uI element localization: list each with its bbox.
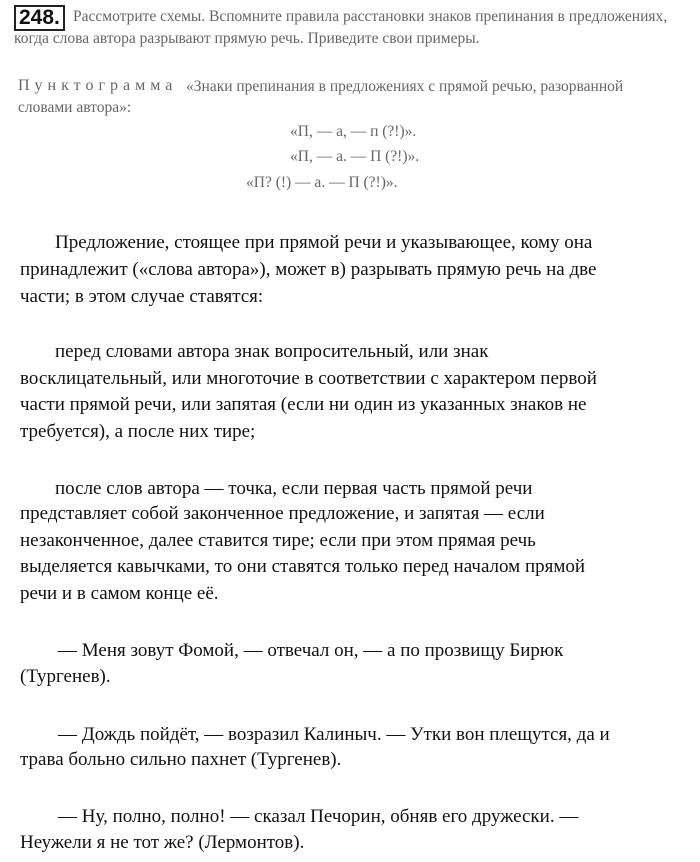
example-line: трава больно сильно пахнет (Тургенев). — [20, 749, 342, 770]
punctogram-line: словами автора»: — [18, 99, 132, 116]
punctogram-label: Пунктограмма — [18, 77, 178, 94]
rule-line: части прямой речи, или запятая (если ни один из указанных знаков не — [20, 394, 587, 415]
example-line: Неужели я не тот же? (Лермонтов). — [20, 832, 305, 853]
scheme-2: «П, — а. — П (?!)». — [290, 148, 420, 165]
rule-line: речи и в самом конце её. — [20, 583, 219, 604]
rule-line: требуется), а после них тире; — [20, 421, 256, 442]
example-line: — Дождь пойдёт, — возразил Калиныч. — Утки вон плещутся, да и — [58, 724, 610, 745]
rule-line: незаконченное, далее ставится тире; если при этом прямая речь — [20, 530, 536, 551]
rule-line: Предложение, стоящее при прямой речи и указывающее, кому она — [55, 232, 593, 253]
scheme-3: «П? (!) — а. — П (?!)». — [246, 174, 398, 191]
rule-line: выделяется кавычками, то они ставятся только перед началом прямой — [20, 556, 586, 577]
punctogram-line: «Знаки препинания в предложениях с прямой речью, разорванной — [186, 78, 624, 95]
rule-line: перед словами автора знак вопросительный, или знак — [55, 341, 489, 362]
exercise-number: 248. — [14, 5, 65, 31]
example-line: — Меня зовут Фомой, — отвечал он, — а по прозвищу Бирюк — [58, 640, 564, 661]
rule-line: после слов автора — точка, если первая часть прямой речи — [55, 478, 533, 499]
rule-line: восклицательный, или многоточие в соответствии с характером первой — [20, 368, 597, 389]
task-line: Рассмотрите схемы. Вспомните правила расстановки знаков препинания в предложениях, — [73, 8, 668, 25]
scheme-1: «П, — а, — п (?!)». — [290, 123, 417, 140]
task-line: когда слова автора разрывают прямую речь. Приведите свои примеры. — [14, 30, 480, 47]
rule-line: принадлежит («слова автора»), может в) разрывать прямую речь на две — [20, 259, 597, 280]
rule-line: представляет собой законченное предложение, и запятая — если — [20, 503, 545, 524]
rule-line: части; в этом случае ставятся: — [20, 286, 264, 307]
example-line: — Ну, полно, полно! — сказал Печорин, обняв его дружески. — — [58, 806, 579, 827]
example-line: (Тургенев). — [20, 666, 111, 687]
